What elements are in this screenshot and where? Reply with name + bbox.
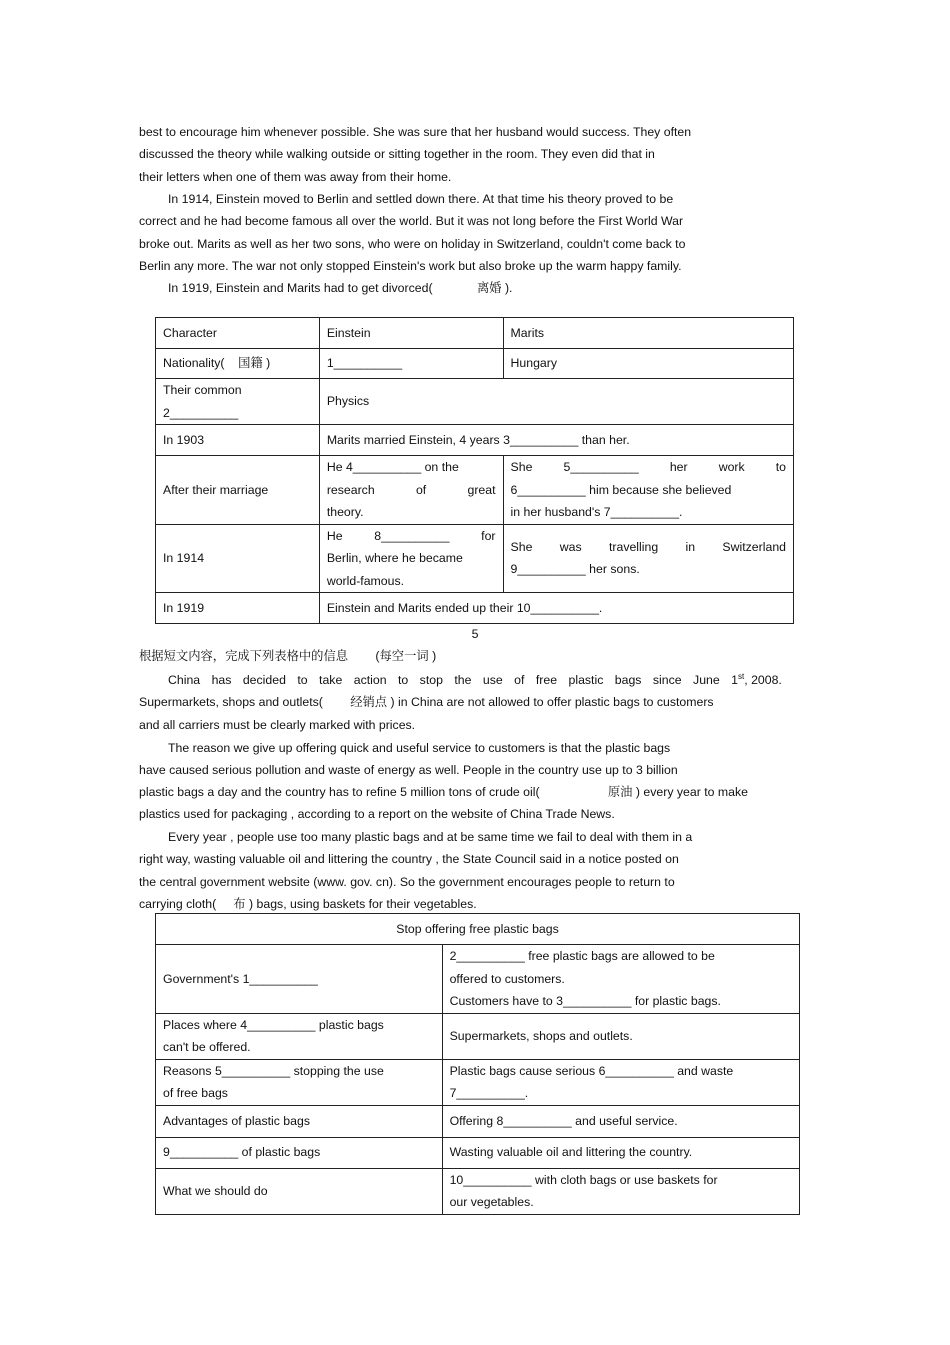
paragraph-line: Supermarkets, shops and outlets( 经销点 ) in China are not allowed to offer plastic bags to customers — [139, 695, 714, 709]
table-cell: Marits married Einstein, 4 years 3__________ than her. — [319, 425, 793, 456]
table-row — [156, 914, 800, 945]
table-cell: Offering 8__________ and useful service. — [442, 1105, 799, 1137]
table-header-cell: Marits — [503, 318, 793, 349]
table-cell — [156, 1059, 443, 1105]
table-row — [156, 1059, 800, 1105]
paragraph-line: the central government website (www. gov. cn). So the government encourages people to return to — [139, 875, 675, 889]
paragraph-line: and all carriers must be clearly marked with prices. — [139, 718, 416, 732]
paragraph-line: Every year , people use too many plastic bags and at be same time we fail to deal with them in a — [168, 830, 693, 844]
table-cell: In 1919 — [156, 593, 320, 624]
cell-line: He 8__________ for — [326, 528, 496, 543]
page-number: 5 — [471, 627, 479, 641]
table-row — [156, 945, 800, 1014]
paragraph-line — [168, 672, 804, 688]
table-title: Stop offering free plastic bags — [156, 914, 800, 945]
cell-line: She 5__________ her work to — [510, 460, 786, 474]
paragraph-line: In 1914, Einstein moved to Berlin and settled down there. At that time his theory proved to be — [168, 192, 674, 206]
paragraph-line: best to encourage him whenever possible. She was sure that her husband would success. They often — [139, 125, 692, 139]
cell-line: 9__________ her sons. — [510, 562, 640, 577]
cell-line: 10__________ with cloth bags or use baskets for — [449, 1172, 718, 1187]
superscript: st — [738, 671, 745, 681]
table-cell — [442, 945, 799, 1014]
paragraph-line: their letters when one of them was away from their home. — [139, 170, 452, 184]
cell-line: can't be offered. — [163, 1040, 251, 1054]
table-cell: Government's 1__________ — [156, 945, 443, 1014]
table-header-cell: Einstein — [319, 318, 503, 349]
cell-line: 7__________. — [449, 1086, 529, 1100]
paragraph-line: plastics used for packaging , according to a report on the website of China Trade News. — [139, 807, 615, 821]
table-row — [156, 318, 794, 349]
cell-text: research of great — [326, 482, 496, 497]
einstein-marits-table — [155, 317, 794, 624]
table-cell — [319, 524, 503, 593]
cell-line: of free bags — [163, 1086, 228, 1100]
table-cell: 1__________ — [319, 349, 503, 379]
table-cell: Supermarkets, shops and outlets. — [442, 1013, 799, 1059]
paragraph-line: Berlin any more. The war not only stopped Einstein's work but also broke up the warm happy family. — [139, 259, 682, 273]
cell-line: 2__________ — [163, 405, 239, 420]
table-row — [156, 379, 794, 425]
instruction: 根据短文内容，完成下列表格中的信息 (每空一词 ) — [139, 649, 437, 663]
table-row — [156, 1013, 800, 1059]
paragraph-line: plastic bags a day and the country has to refine 5 million tons of crude oil( 原油 ) every year to make — [139, 785, 748, 799]
cell-line: She was travelling in Switzerland — [510, 539, 786, 554]
table-cell — [503, 524, 793, 593]
paragraph-line: broke out. Marits as well as her two sons, who were on holiday in Switzerland, couldn't come back to — [139, 237, 686, 251]
table-cell — [156, 1013, 443, 1059]
paragraph-line: right way, wasting valuable oil and littering the country , the State Council said in a notice posted on — [139, 852, 679, 866]
cell-line-justified — [327, 479, 496, 502]
table-cell: What we should do — [156, 1168, 443, 1214]
cell-line: Their common — [163, 383, 242, 397]
table-row — [156, 425, 794, 456]
plastic-bags-table — [155, 913, 800, 1215]
cell-line: our vegetables. — [449, 1195, 534, 1209]
table-row — [156, 456, 794, 525]
table-cell: Advantages of plastic bags — [156, 1105, 443, 1137]
table-row — [156, 593, 794, 624]
table-cell: Einstein and Marits ended up their 10__________. — [319, 593, 793, 624]
paragraph-line: have caused serious pollution and waste of energy as well. People in the country use up to 3 billion — [139, 763, 678, 777]
paragraph-text: China has decided to take action to stop the use of free plastic bags since June 1 — [168, 673, 738, 687]
table-row — [156, 1137, 800, 1168]
table-cell: In 1914 — [156, 524, 320, 593]
table-cell: In 1903 — [156, 425, 320, 456]
table-cell: Wasting valuable oil and littering the country. — [442, 1137, 799, 1168]
table-row — [156, 1105, 800, 1137]
table-cell — [319, 456, 503, 525]
cell-line: Places where 4__________ plastic bags — [163, 1017, 384, 1032]
cell-line: Berlin, where he became — [326, 551, 463, 565]
cell-line: in her husband's 7__________. — [510, 505, 683, 519]
cell-line: Reasons 5__________ stopping the use — [163, 1063, 384, 1078]
paragraph-line: correct and he had become famous all over the world. But it was not long before the First World War — [139, 214, 684, 228]
cell-line: He 4__________ on the — [326, 460, 459, 474]
cell-line: 6__________ him because she believed — [510, 482, 732, 497]
table-row — [156, 349, 794, 379]
paragraph-line: discussed the theory while walking outside or sitting together in the room. They even did that in — [139, 147, 655, 161]
table-cell — [156, 379, 320, 425]
table-cell: Hungary — [503, 349, 793, 379]
paragraph-text: , 2008. — [744, 673, 782, 687]
cell-line: Customers have to 3__________ for plastic bags. — [449, 994, 721, 1008]
table-cell — [442, 1168, 799, 1214]
cell-line: offered to customers. — [449, 971, 565, 986]
table-cell: Physics — [319, 379, 793, 425]
table-row — [156, 1168, 800, 1214]
table-header-cell: Character — [156, 318, 320, 349]
table-row — [156, 524, 794, 593]
paragraph-line: The reason we give up offering quick and useful service to customers is that the plastic bags — [168, 741, 671, 755]
table-cell — [442, 1059, 799, 1105]
table-cell — [503, 456, 793, 525]
cell-line: 2__________ free plastic bags are allowed to be — [449, 949, 715, 963]
paragraph-line: carrying cloth( 布 ) bags, using baskets for their vegetables. — [139, 897, 477, 911]
cell-line: Plastic bags cause serious 6__________ and waste — [449, 1063, 734, 1078]
table-cell: Nationality( 国籍 ) — [156, 349, 320, 379]
cell-line: theory. — [326, 505, 364, 519]
cell-line: world-famous. — [326, 573, 405, 588]
table-cell: After their marriage — [156, 456, 320, 525]
paragraph-line: In 1919, Einstein and Marits had to get divorced( 离婚 ). — [168, 281, 513, 295]
table-cell: 9__________ of plastic bags — [156, 1137, 443, 1168]
